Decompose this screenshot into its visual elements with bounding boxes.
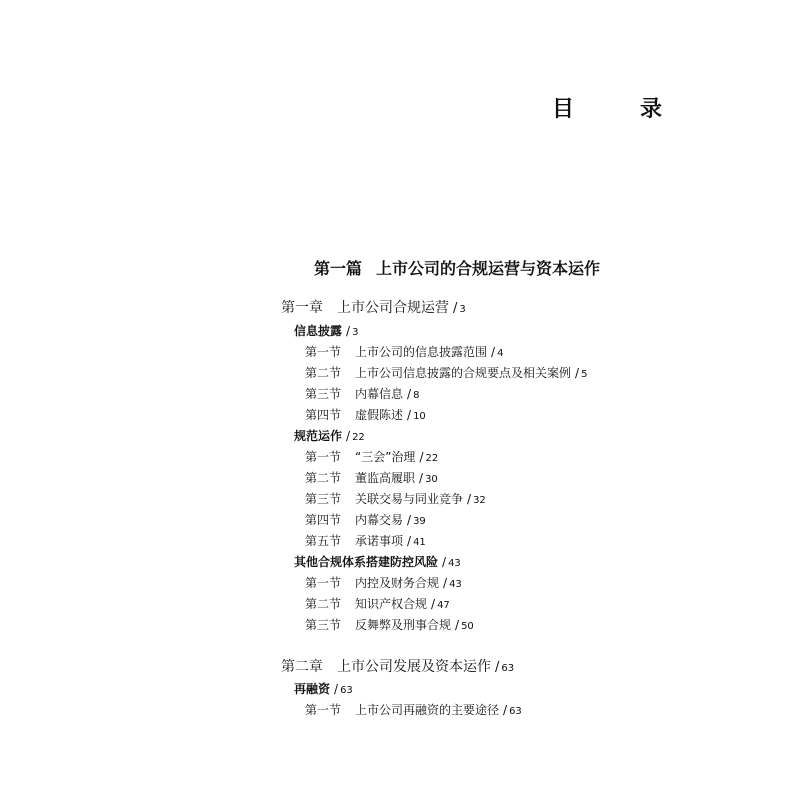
page-number: 43 bbox=[448, 558, 461, 569]
group-title: 再融资 bbox=[294, 682, 331, 696]
chapter-title: 上市公司合规运营 bbox=[337, 300, 449, 316]
page-number: 63 bbox=[501, 663, 515, 674]
toc-section: 第三节 内幕信息 / 8 bbox=[305, 387, 420, 401]
chapter-title: 上市公司发展及资本运作 bbox=[337, 659, 491, 675]
toc-section: 第一节 上市公司的信息披露范围 / 4 bbox=[305, 345, 504, 359]
toc-chapter-1: 第一章 上市公司合规运营 / 3 bbox=[281, 300, 466, 316]
toc-section: 第一节 “三会”治理 / 22 bbox=[305, 450, 439, 464]
chapter-number: 第一章 bbox=[281, 300, 323, 316]
toc-section: 第一节 上市公司再融资的主要途径 / 63 bbox=[305, 703, 522, 717]
toc-section: 第四节 内幕交易 / 39 bbox=[305, 513, 426, 527]
page-number: 63 bbox=[340, 685, 353, 696]
group-title: 规范运作 bbox=[294, 429, 343, 443]
toc-group-refinancing: 再融资 / 63 bbox=[294, 682, 353, 696]
toc-section: 第三节 反舞弊及刑事合规 / 50 bbox=[305, 618, 474, 632]
toc-section: 第四节 虚假陈述 / 10 bbox=[305, 408, 426, 422]
toc-section: 第一节 内控及财务合规 / 43 bbox=[305, 576, 462, 590]
toc-section: 第二节 董监高履职 / 30 bbox=[305, 471, 438, 485]
toc-section: 第五节 承诺事项 / 41 bbox=[305, 534, 426, 548]
group-title: 信息披露 bbox=[294, 324, 343, 338]
page-number: 3 bbox=[459, 304, 466, 315]
toc-section: 第三节 关联交易与同业竞争 / 32 bbox=[305, 492, 486, 506]
toc-section: 第二节 知识产权合规 / 47 bbox=[305, 597, 450, 611]
part-number: 第一篇 bbox=[314, 259, 363, 278]
page-number: 22 bbox=[352, 432, 365, 443]
part-title: 上市公司的合规运营与资本运作 bbox=[376, 259, 601, 278]
toc-section: 第二节 上市公司信息披露的合规要点及相关案例 / 5 bbox=[305, 366, 588, 380]
page-title: 目 录 bbox=[552, 96, 685, 122]
chapter-number: 第二章 bbox=[281, 659, 323, 675]
group-title: 其他合规体系搭建防控风险 bbox=[294, 555, 439, 569]
toc-group-standard-operation: 规范运作 / 22 bbox=[294, 429, 365, 443]
toc-group-other-compliance: 其他合规体系搭建防控风险 / 43 bbox=[294, 555, 461, 569]
page-number: 3 bbox=[352, 327, 359, 338]
toc-group-information-disclosure: 信息披露 / 3 bbox=[294, 324, 359, 338]
toc-chapter-2: 第二章 上市公司发展及资本运作 / 63 bbox=[281, 659, 515, 675]
